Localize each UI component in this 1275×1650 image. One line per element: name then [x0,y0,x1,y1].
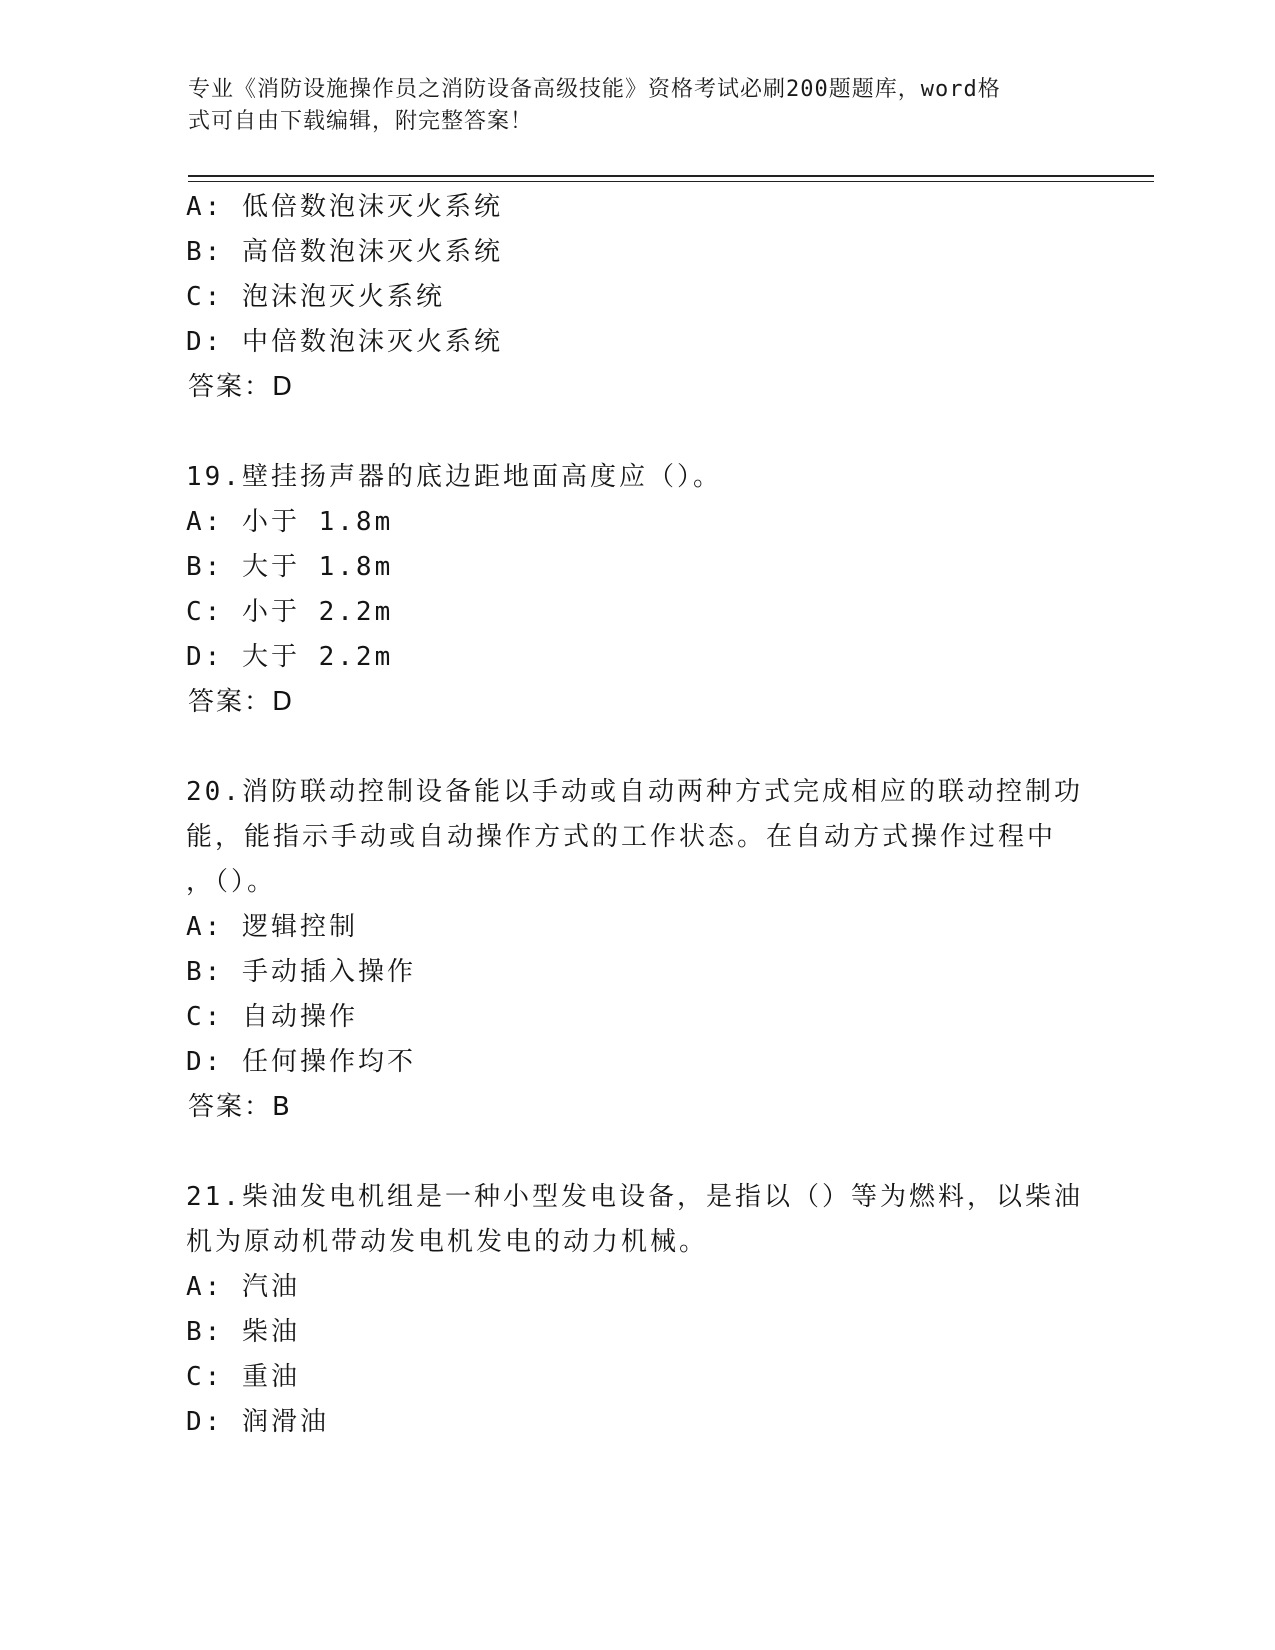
q21-option-a: A: 汽油 [186,1272,300,1302]
q20-stem-line-2: 能，能指示手动或自动操作方式的工作状态。在自动方式操作过程中 [186,822,1057,852]
q20-option-d: D: 任何操作均不 [186,1047,416,1077]
q20-option-c: C: 自动操作 [186,1002,358,1032]
header-line-2: 式可自由下载编辑，附完整答案！ [188,109,534,134]
q20-option-b: B: 手动插入操作 [186,957,416,987]
q18-option-c: C: 泡沫泡灭火系统 [186,282,445,312]
document-header [188,74,1068,138]
q19-option-a: A: 小于 1.8m [186,507,394,537]
q19-option-b: B: 大于 1.8m [186,552,394,582]
header-divider-thin [188,181,1154,182]
q19-option-c: C: 小于 2.2m [186,597,394,627]
q19-option-d: D: 大于 2.2m [186,642,394,672]
q21-stem-line-2: 机为原动机带动发电机发电的动力机械。 [186,1227,709,1257]
q19-answer: 答案：D [188,687,295,717]
q21-option-c: C: 重油 [186,1362,300,1392]
header-line-1: 专业《消防设施操作员之消防设备高级技能》资格考试必刷200题题库，word格 [188,77,1001,102]
q21-option-d: D: 润滑油 [186,1407,329,1437]
q18-answer: 答案：D [188,372,295,402]
q18-option-a: A: 低倍数泡沫灭火系统 [186,192,503,222]
q20-stem-line-1: 20.消防联动控制设备能以手动或自动两种方式完成相应的联动控制功 [186,777,1083,807]
q20-stem-line-3: ，（）。 [186,867,277,897]
q21-stem-line-1: 21.柴油发电机组是一种小型发电设备，是指以（）等为燃料，以柴油 [186,1182,1083,1212]
q19-stem: 19.壁挂扬声器的底边距地面高度应（）。 [186,462,722,492]
q20-answer: 答案：B [188,1092,292,1122]
q18-option-b: B: 高倍数泡沫灭火系统 [186,237,503,267]
q21-option-b: B: 柴油 [186,1317,300,1347]
header-divider-thick [188,175,1154,177]
q20-option-a: A: 逻辑控制 [186,912,358,942]
q18-option-d: D: 中倍数泡沫灭火系统 [186,327,503,357]
